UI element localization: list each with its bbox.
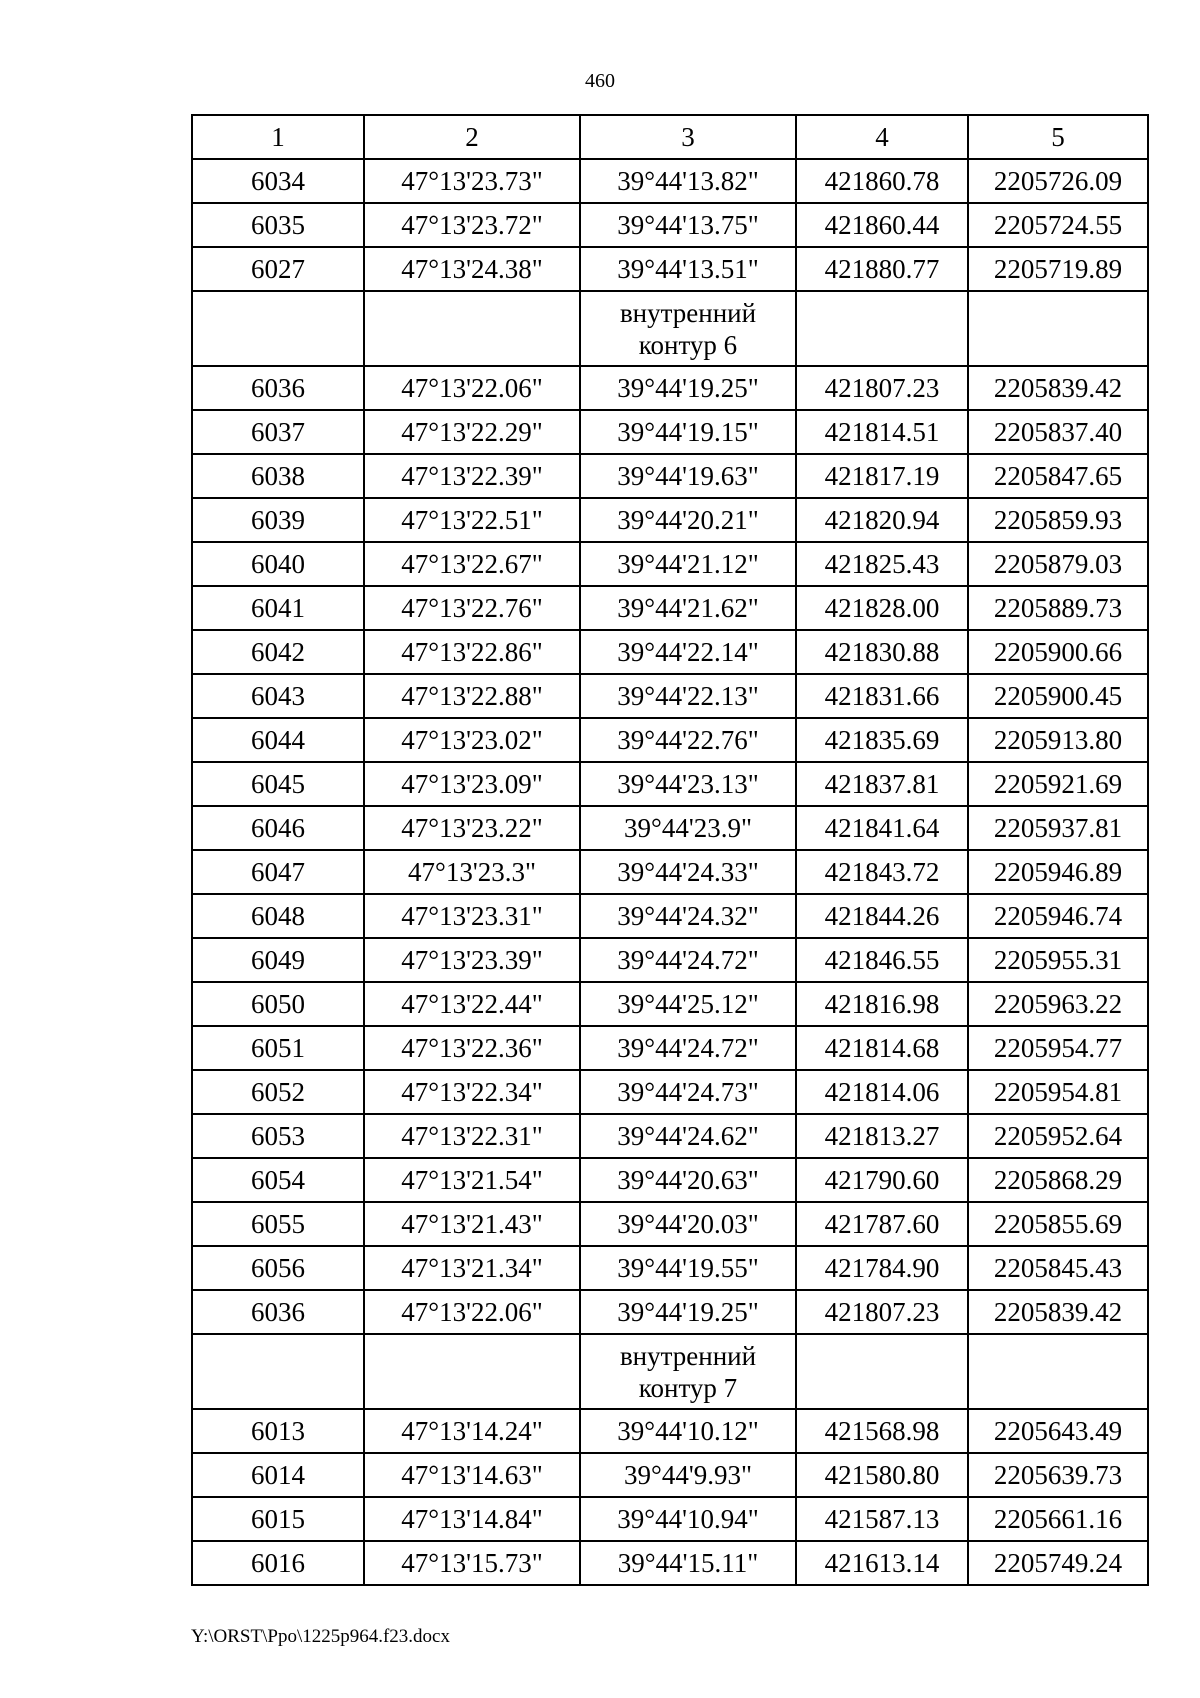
table-cell-col-3: 39°44'20.21"	[580, 498, 796, 542]
table-cell-col-5: 2205954.77	[968, 1026, 1148, 1070]
table-cell-col-3: 39°44'24.33"	[580, 850, 796, 894]
table-cell-col-5: 2205937.81	[968, 806, 1148, 850]
table-row	[192, 1158, 1148, 1202]
table-cell-col-1: 6056	[192, 1246, 364, 1290]
table-row	[192, 982, 1148, 1026]
table-cell-col-3: 39°44'15.11"	[580, 1541, 796, 1585]
table-cell-col-5: 2205839.42	[968, 1290, 1148, 1334]
table-row	[192, 1497, 1148, 1541]
table-cell-col-4: 421587.13	[796, 1497, 968, 1541]
table-cell-col-3: 39°44'13.75"	[580, 203, 796, 247]
table-cell-col-4: 421880.77	[796, 247, 968, 291]
table-cell-col-3: 39°44'20.63"	[580, 1158, 796, 1202]
table-cell-col-2: 47°13'22.29"	[364, 410, 580, 454]
table-cell-col-2: 47°13'22.76"	[364, 586, 580, 630]
table-cell-col-2: 47°13'23.73"	[364, 159, 580, 203]
table-cell-col-2: 47°13'22.06"	[364, 366, 580, 410]
header-cell-3: 3	[580, 115, 796, 159]
contour-label-line: внутренний	[619, 1340, 757, 1371]
table-row	[192, 762, 1148, 806]
table-cell-col-1: 6015	[192, 1497, 364, 1541]
table-cell-col-5: 2205952.64	[968, 1114, 1148, 1158]
table-cell-col-2: 47°13'14.63"	[364, 1453, 580, 1497]
table-cell-col-2: 47°13'15.73"	[364, 1541, 580, 1585]
contour-heading-row	[192, 1334, 1148, 1409]
table-row	[192, 366, 1148, 410]
table-cell-col-5: 2205963.22	[968, 982, 1148, 1026]
table-cell-col-2: 47°13'23.09"	[364, 762, 580, 806]
table-cell-col-3: 39°44'23.13"	[580, 762, 796, 806]
header-cell-4: 4	[796, 115, 968, 159]
table-row	[192, 1541, 1148, 1585]
table-cell-col-1: 6044	[192, 718, 364, 762]
table-cell-col-2: 47°13'23.39"	[364, 938, 580, 982]
table-cell-col-5: 2205726.09	[968, 159, 1148, 203]
empty-cell	[968, 291, 1148, 366]
table-cell-col-4: 421841.64	[796, 806, 968, 850]
empty-cell	[364, 291, 580, 366]
empty-cell	[796, 1334, 968, 1409]
table-cell-col-1: 6035	[192, 203, 364, 247]
table-row	[192, 247, 1148, 291]
table-row	[192, 410, 1148, 454]
table-cell-col-5: 2205879.03	[968, 542, 1148, 586]
table-cell-col-4: 421860.44	[796, 203, 968, 247]
table-cell-col-1: 6047	[192, 850, 364, 894]
table-cell-col-3: 39°44'19.15"	[580, 410, 796, 454]
table-cell-col-4: 421835.69	[796, 718, 968, 762]
table-cell-col-4: 421790.60	[796, 1158, 968, 1202]
table-cell-col-4: 421820.94	[796, 498, 968, 542]
table-cell-col-1: 6038	[192, 454, 364, 498]
coordinates-table	[191, 114, 1149, 1586]
table-cell-col-4: 421831.66	[796, 674, 968, 718]
table-cell-col-4: 421860.78	[796, 159, 968, 203]
table-row	[192, 718, 1148, 762]
table-cell-col-4: 421814.68	[796, 1026, 968, 1070]
empty-cell	[968, 1334, 1148, 1409]
table-cell-col-4: 421580.80	[796, 1453, 968, 1497]
header-cell-5: 5	[968, 115, 1148, 159]
table-cell-col-2: 47°13'22.36"	[364, 1026, 580, 1070]
table-row	[192, 1114, 1148, 1158]
table-cell-col-2: 47°13'22.67"	[364, 542, 580, 586]
table-cell-col-3: 39°44'19.25"	[580, 366, 796, 410]
table-cell-col-4: 421807.23	[796, 1290, 968, 1334]
table-cell-col-5: 2205661.16	[968, 1497, 1148, 1541]
table-cell-col-4: 421830.88	[796, 630, 968, 674]
contour-label-line: контур 6	[638, 329, 738, 360]
table-cell-col-3: 39°44'21.12"	[580, 542, 796, 586]
header-cell-2: 2	[364, 115, 580, 159]
empty-cell	[192, 1334, 364, 1409]
table-row	[192, 1453, 1148, 1497]
table-cell-col-4: 421813.27	[796, 1114, 968, 1158]
table-cell-col-3: 39°44'24.73"	[580, 1070, 796, 1114]
footer-file-path: Y:\ORST\Ppo\1225p964.f23.docx	[191, 1626, 450, 1647]
table-cell-col-1: 6046	[192, 806, 364, 850]
table-cell-col-1: 6037	[192, 410, 364, 454]
table-cell-col-5: 2205837.40	[968, 410, 1148, 454]
table-cell-col-3: 39°44'19.63"	[580, 454, 796, 498]
table-cell-col-5: 2205954.81	[968, 1070, 1148, 1114]
table-cell-col-3: 39°44'13.51"	[580, 247, 796, 291]
table-cell-col-1: 6050	[192, 982, 364, 1026]
table-cell-col-2: 47°13'22.86"	[364, 630, 580, 674]
table-cell-col-2: 47°13'22.31"	[364, 1114, 580, 1158]
table-row	[192, 586, 1148, 630]
table-cell-col-1: 6042	[192, 630, 364, 674]
table-cell-col-4: 421828.00	[796, 586, 968, 630]
table-row	[192, 938, 1148, 982]
contour-label-cell	[580, 291, 796, 366]
table-cell-col-5: 2205839.42	[968, 366, 1148, 410]
table-row	[192, 1202, 1148, 1246]
table-row	[192, 203, 1148, 247]
contour-label-cell	[580, 1334, 796, 1409]
table-cell-col-2: 47°13'21.34"	[364, 1246, 580, 1290]
table-row	[192, 674, 1148, 718]
table-cell-col-2: 47°13'24.38"	[364, 247, 580, 291]
table-cell-col-4: 421816.98	[796, 982, 968, 1026]
table-cell-col-3: 39°44'24.62"	[580, 1114, 796, 1158]
table-cell-col-1: 6016	[192, 1541, 364, 1585]
table-cell-col-2: 47°13'22.34"	[364, 1070, 580, 1114]
table-cell-col-5: 2205921.69	[968, 762, 1148, 806]
table-cell-col-1: 6013	[192, 1409, 364, 1453]
table-cell-col-4: 421846.55	[796, 938, 968, 982]
table-cell-col-3: 39°44'24.32"	[580, 894, 796, 938]
table-cell-col-5: 2205643.49	[968, 1409, 1148, 1453]
table-header-row	[192, 115, 1148, 159]
table-cell-col-1: 6049	[192, 938, 364, 982]
table-row	[192, 1026, 1148, 1070]
table-cell-col-4: 421784.90	[796, 1246, 968, 1290]
table-cell-col-2: 47°13'23.72"	[364, 203, 580, 247]
coordinates-table-body	[192, 115, 1148, 1585]
table-cell-col-2: 47°13'23.3"	[364, 850, 580, 894]
table-cell-col-2: 47°13'22.88"	[364, 674, 580, 718]
table-cell-col-1: 6048	[192, 894, 364, 938]
table-cell-col-5: 2205724.55	[968, 203, 1148, 247]
table-cell-col-4: 421844.26	[796, 894, 968, 938]
table-cell-col-3: 39°44'9.93"	[580, 1453, 796, 1497]
table-cell-col-1: 6036	[192, 366, 364, 410]
table-cell-col-1: 6055	[192, 1202, 364, 1246]
table-cell-col-1: 6034	[192, 159, 364, 203]
table-cell-col-2: 47°13'22.06"	[364, 1290, 580, 1334]
table-cell-col-1: 6051	[192, 1026, 364, 1070]
table-row	[192, 850, 1148, 894]
table-cell-col-2: 47°13'21.43"	[364, 1202, 580, 1246]
table-cell-col-5: 2205946.74	[968, 894, 1148, 938]
table-cell-col-5: 2205639.73	[968, 1453, 1148, 1497]
table-cell-col-1: 6041	[192, 586, 364, 630]
table-cell-col-3: 39°44'21.62"	[580, 586, 796, 630]
table-row	[192, 1290, 1148, 1334]
table-cell-col-5: 2205859.93	[968, 498, 1148, 542]
table-cell-col-3: 39°44'24.72"	[580, 938, 796, 982]
table-cell-col-3: 39°44'20.03"	[580, 1202, 796, 1246]
table-cell-col-3: 39°44'19.55"	[580, 1246, 796, 1290]
table-cell-col-1: 6053	[192, 1114, 364, 1158]
table-cell-col-4: 421825.43	[796, 542, 968, 586]
table-cell-col-5: 2205719.89	[968, 247, 1148, 291]
table-cell-col-3: 39°44'10.12"	[580, 1409, 796, 1453]
table-cell-col-2: 47°13'23.22"	[364, 806, 580, 850]
table-row	[192, 1246, 1148, 1290]
table-row	[192, 498, 1148, 542]
table-cell-col-5: 2205946.89	[968, 850, 1148, 894]
table-cell-col-2: 47°13'14.24"	[364, 1409, 580, 1453]
table-cell-col-3: 39°44'22.13"	[580, 674, 796, 718]
table-cell-col-4: 421817.19	[796, 454, 968, 498]
table-cell-col-4: 421837.81	[796, 762, 968, 806]
contour-label-line: внутренний	[619, 297, 757, 328]
table-cell-col-5: 2205900.45	[968, 674, 1148, 718]
table-cell-col-1: 6039	[192, 498, 364, 542]
table-cell-col-3: 39°44'22.14"	[580, 630, 796, 674]
table-cell-col-5: 2205847.65	[968, 454, 1148, 498]
empty-cell	[364, 1334, 580, 1409]
table-cell-col-5: 2205900.66	[968, 630, 1148, 674]
table-cell-col-3: 39°44'19.25"	[580, 1290, 796, 1334]
table-row	[192, 454, 1148, 498]
table-cell-col-2: 47°13'22.51"	[364, 498, 580, 542]
table-cell-col-2: 47°13'14.84"	[364, 1497, 580, 1541]
table-row	[192, 542, 1148, 586]
table-cell-col-1: 6040	[192, 542, 364, 586]
table-cell-col-5: 2205868.29	[968, 1158, 1148, 1202]
table-cell-col-2: 47°13'23.02"	[364, 718, 580, 762]
table-cell-col-4: 421787.60	[796, 1202, 968, 1246]
table-row	[192, 894, 1148, 938]
contour-label-line: контур 7	[638, 1372, 738, 1403]
table-cell-col-3: 39°44'10.94"	[580, 1497, 796, 1541]
table-cell-col-1: 6045	[192, 762, 364, 806]
table-cell-col-4: 421814.06	[796, 1070, 968, 1114]
table-cell-col-5: 2205749.24	[968, 1541, 1148, 1585]
table-cell-col-4: 421613.14	[796, 1541, 968, 1585]
header-cell-1: 1	[192, 115, 364, 159]
table-row	[192, 1070, 1148, 1114]
table-cell-col-2: 47°13'22.39"	[364, 454, 580, 498]
table-cell-col-5: 2205889.73	[968, 586, 1148, 630]
table-cell-col-1: 6036	[192, 1290, 364, 1334]
table-cell-col-5: 2205913.80	[968, 718, 1148, 762]
table-cell-col-4: 421814.51	[796, 410, 968, 454]
table-row	[192, 630, 1148, 674]
table-cell-col-2: 47°13'21.54"	[364, 1158, 580, 1202]
table-row	[192, 159, 1148, 203]
page-number: 460	[585, 70, 615, 92]
table-cell-col-3: 39°44'25.12"	[580, 982, 796, 1026]
table-cell-col-3: 39°44'23.9"	[580, 806, 796, 850]
table-cell-col-4: 421843.72	[796, 850, 968, 894]
table-cell-col-5: 2205955.31	[968, 938, 1148, 982]
table-cell-col-1: 6043	[192, 674, 364, 718]
table-cell-col-1: 6014	[192, 1453, 364, 1497]
contour-heading-row	[192, 291, 1148, 366]
empty-cell	[796, 291, 968, 366]
empty-cell	[192, 291, 364, 366]
table-cell-col-1: 6054	[192, 1158, 364, 1202]
table-cell-col-3: 39°44'13.82"	[580, 159, 796, 203]
table-row	[192, 806, 1148, 850]
table-cell-col-1: 6027	[192, 247, 364, 291]
table-cell-col-1: 6052	[192, 1070, 364, 1114]
table-cell-col-2: 47°13'23.31"	[364, 894, 580, 938]
table-cell-col-3: 39°44'24.72"	[580, 1026, 796, 1070]
table-row	[192, 1409, 1148, 1453]
table-cell-col-4: 421568.98	[796, 1409, 968, 1453]
table-cell-col-2: 47°13'22.44"	[364, 982, 580, 1026]
table-cell-col-5: 2205855.69	[968, 1202, 1148, 1246]
table-cell-col-4: 421807.23	[796, 366, 968, 410]
table-cell-col-3: 39°44'22.76"	[580, 718, 796, 762]
table-cell-col-5: 2205845.43	[968, 1246, 1148, 1290]
